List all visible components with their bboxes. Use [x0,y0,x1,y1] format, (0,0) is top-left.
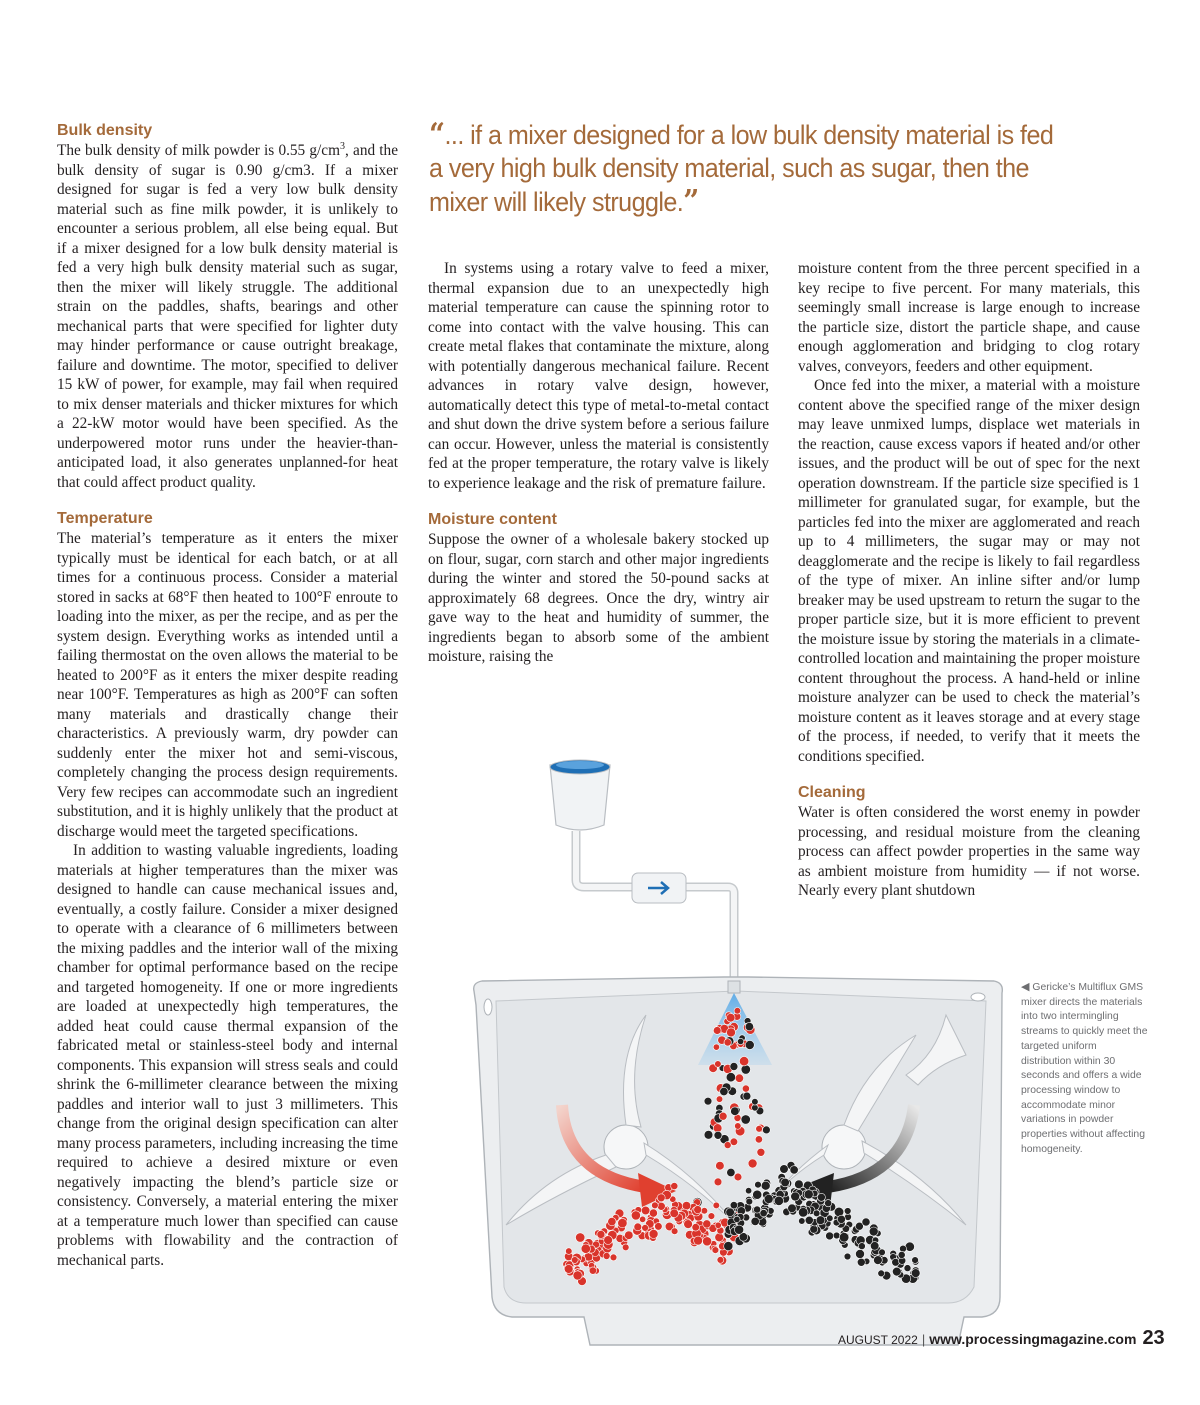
particle [799,1218,806,1225]
mixer-illustration [466,755,1016,1355]
particle [825,1200,832,1207]
bulk-text-post: , and the bulk density of sugar is 0.90 g/cm3. If a mixer designed for sugar is fed a very low bulk density material such as fine milk powder, it is unlikely to encounter a serious problem, all else being equal. But if a mixer designed for a low bulk density material is fed a very high bulk density material such as sugar, then the mixer will likely struggle. The additional strain on the paddles, shafts, bearings and other mechanical parts that were specified for lighter duty may hinder performance or cause outright breakage, failure and downtime. The motor, specified to deliver 15 kW of power, for example, may fail when required to mix denser materials and thicker mixtures for which a 22-kW motor would have been specified. As the underpowered motor runs under the heavier-than-anticipated load, it also generates unplanned-for heat that could affect product quality. [57,142,399,491]
particle [780,1165,789,1174]
particle [564,1265,573,1274]
particle [694,1236,703,1245]
supply-bucket [550,760,610,830]
particle [741,1065,750,1074]
particle [833,1232,840,1239]
particle [870,1242,879,1251]
particle [911,1269,920,1278]
particle [703,1220,711,1228]
particle [805,1216,813,1224]
particle [682,1201,691,1210]
particle [726,1013,735,1022]
particle [671,1228,678,1235]
cleaning-paragraph: Water is often considered the worst enemy in powder processing, and residual moisture from the cleaning process can affect powder properties in the same way as ambient moisture from humidity — if not worse. Nearly every plant shutdown [798,804,1140,899]
particle [610,1254,617,1261]
particle [737,1038,743,1044]
particle [642,1225,649,1232]
particle [727,1168,735,1176]
bulk-density-paragraph [57,141,398,492]
particle [856,1250,865,1259]
particle [641,1206,650,1215]
particle [618,1218,627,1227]
particle [671,1183,678,1190]
caption-text: Gericke’s Multiflux GMS mixer directs the materials into two intermingling streams to quickly meet the targeted uniform distribution within 30 seconds and offers a wide processing window to accommodate minor variations in powder properties without affecting homogeneity. [1021,982,1148,1155]
particle [719,1112,727,1120]
particle [731,1107,740,1116]
particle [826,1232,834,1240]
open-quote-mark: “ [429,117,445,152]
particle [912,1257,919,1264]
particle [754,1206,761,1213]
particle [670,1209,679,1218]
particle [727,1028,736,1037]
particle [735,1123,742,1130]
particle [804,1190,813,1199]
particle [774,1196,783,1205]
particle [734,1173,742,1181]
particle [788,1204,797,1213]
particle [748,1159,757,1168]
particle [755,1181,762,1188]
particle [657,1202,665,1210]
particle [597,1230,605,1238]
particle [742,1085,749,1092]
particle [735,1074,743,1082]
particle [726,1208,735,1217]
flow-valve [632,873,686,903]
particle [879,1249,886,1256]
particle [573,1271,582,1280]
issue-date: AUGUST 2022 [838,1333,918,1347]
particle [745,1188,751,1194]
particle [752,1099,759,1106]
bulk-text-pre: The bulk density of milk powder is 0.55 g/cm [57,142,340,159]
particle [694,1206,702,1214]
particle [753,1190,762,1199]
particle [724,1242,733,1251]
particle [862,1218,870,1226]
particle [604,1236,613,1245]
heading-cleaning: Cleaning [798,784,866,801]
particle [608,1217,616,1225]
page-number: 23 [1142,1327,1165,1349]
particle [652,1202,659,1209]
feed-pipe [576,831,734,985]
particle [757,1148,765,1156]
particle [704,1097,712,1105]
particle [716,1096,723,1103]
particle [714,1178,722,1186]
temperature-paragraph-2: In addition to wasting valuable ingredients, loading materials at higher temperatures than the mixer was designed to handle can cause mechanical issues and, eventually, a costly failure. Consider a mixer designed to operate with a clearance of 6 millimeters between the mixing paddles and the interior wall of the mixing chamber for optimal performance based on the recipe and targeted homogeneity. If one or more ingredients are loaded at unexpectedly high temperatures, the added heat could cause thermal expansion of the fabricated metal or stainless-steel body and internal components. This expansion will stress seals and could shrink the 6-millimeter clearance between the mixing paddles and interior wall to just 3 millimeters. This change from the original design specification can alter many process parameters, including increasing the time required to achieve a desired mixture or even negatively impacting the blend’s particle size or consistency. Conversely, a material entering the mixer at a temperature much lower than specified can cause problems with flowability and the contraction of mechanical parts. [57,842,398,1269]
column-1 [57,121,398,1270]
particle [756,1125,763,1132]
particle [741,1115,750,1124]
rotary-valve-paragraph: In systems using a rotary valve to feed a mixer, thermal expansion due to an unexpectedly high material temperature can cause the spinning rotor to come into contact with the valve housing. This can create metal flakes that contaminate the mixture, along with potentially dangerous mechanical failure. Recent advances in rotary valve design, however, automatically detect this type of metal-to-metal contact and shut down the drive system before a serious failure can occur. However, unless the material is consistently fed at the proper temperature, the rotary valve is likely to experience leakage and the risk of premature failure. [428,260,769,492]
superscript: 3 [340,140,345,152]
moisture-paragraph-1: Suppose the owner of a wholesale bakery stocked up on flour, sugar, corn starch and other major ingredients during the winter and stored the 50-pound sacks at approximately 68 degrees. Once the dry, wintry air gave way to the heat and humidity of summer, the ingredients began to absorb some of the ambient moisture, raising the [428,531,769,665]
particle [763,1126,771,1134]
figure-caption [1021,980,1149,1157]
particle [649,1230,658,1239]
particle [734,1008,741,1015]
page-footer [838,1327,1165,1350]
particle [746,1198,753,1205]
particle [827,1215,834,1222]
particle [622,1244,629,1251]
particle [715,1222,721,1228]
particle [858,1243,865,1250]
particle [791,1192,800,1201]
particle [837,1215,845,1223]
heading-temperature: Temperature [57,510,153,527]
website-url: www.processingmagazine.com [929,1331,1137,1347]
particle [817,1193,825,1201]
particle [755,1136,762,1143]
particle [844,1253,851,1260]
particle [839,1233,849,1243]
particle [715,1233,724,1242]
particle [724,1142,731,1149]
moisture-paragraph-3: Once fed into the mixer, a material with a moisture content above the specified range of the mixer design may leave unmixed lumps, displace wet materials in the reaction, cause excess vapors if heated and/or other issues, and the product will be out of spec for the next operation downstream. If the particle size specified is 1 millimeter for granulated sugar, for example, but the particles fed into the mixer are agglomerated and reach up to 4 millimeters, the sugar may or may not deagglomerate and the recipe is likely to fail regardless of the type of mixer. An inline sifter and/or lump breaker may be used upstream to return the sugar to the proper particle size, but it is more efficient to prevent the moisture issue by storing the materials in a climate-controlled location and maintaining the proper moisture content throughout the process. A hand-held or inline moisture analyzer can be used to check the material’s moisture content as it leaves storage and at every stage of the process, if needed, to verify that it meets the conditions specified. [798,377,1140,765]
moisture-paragraph-2: moisture content from the three percent specified in a key recipe to five percent. For many materials, this seemingly small increase is large enough to increase the particle size, distort the particle shape, and cause enough agglomeration and bridging to clog rotary valves, conveyors, feeders and other equipment. [798,260,1140,375]
particle [734,1216,740,1222]
caption-marker: ◀ [1021,981,1030,993]
particle [844,1208,851,1215]
particle [813,1210,820,1217]
heading-bulk-density: Bulk density [57,122,153,139]
particle [717,1257,724,1264]
pull-quote-text: ... if a mixer designed for a low bulk density material is fed a very high bulk density material, such as sugar, then the mixer will likely struggle. [429,120,1054,217]
particle [892,1267,901,1276]
pull-quote [429,118,1061,219]
particle [589,1267,596,1274]
particle [649,1209,657,1217]
particle [781,1178,790,1187]
particle [716,1161,725,1170]
particle [761,1181,770,1190]
particle [701,1208,708,1215]
particle [576,1233,585,1242]
particle [878,1270,885,1277]
particle [745,1041,754,1050]
particle [713,1044,719,1050]
particle [713,1027,721,1035]
particle [726,1073,735,1082]
particle [810,1225,818,1233]
particle [708,1213,715,1220]
particle [704,1130,713,1139]
particle [703,1237,712,1246]
particle [655,1223,663,1231]
particle [745,1022,753,1030]
particle [684,1220,693,1229]
close-quote-mark: ” [683,184,699,219]
heading-moisture-content: Moisture content [428,511,557,528]
particle [581,1244,590,1253]
particle [657,1194,665,1202]
particle [571,1257,578,1264]
particle [735,1225,744,1234]
particle [603,1253,610,1260]
particle [625,1231,634,1240]
particle [798,1208,808,1218]
particle [715,1061,722,1068]
particle [904,1265,911,1272]
temperature-paragraph-1: The material’s temperature as it enters the mixer typically must be identical for each batch, or at all times for a continuous process. Consider a material stored in sacks at 68°F then heated to 100°F enroute to loading into the mixer, as per the recipe, and as per the system design. Everything works as intended until a failing thermostat on the oven allows the material to be heated to 200°F as it enters the mixer despite reading near 100°F. Temperatures as high as 200°F can soften many materials and drastically change their characteristics. A previously warm, dry powder can suddenly enter the mixer hot and semi-viscous, completely changing the process design requirements. Very few recipes can accommodate such an ingredient substitution, and it is highly unlikely that the product at discharge would meet the targeted specifications. [57,530,398,840]
particle [760,1209,767,1216]
particle [631,1211,640,1220]
particle [712,1247,719,1254]
particle [790,1166,798,1174]
particle [634,1223,642,1231]
particle [816,1216,825,1225]
particle [743,1092,751,1100]
particle [724,1039,731,1046]
column-2 [428,259,769,667]
particle [857,1258,865,1266]
particle [869,1227,878,1236]
particle [764,1195,773,1204]
particle [692,1224,700,1232]
footer-separator: | [921,1332,926,1347]
particle [900,1245,907,1252]
particle [714,1131,722,1139]
particle [730,1202,737,1209]
particle [874,1256,883,1265]
particle [751,1217,759,1225]
particle [739,1057,748,1066]
particle [713,1202,720,1209]
particle [720,1087,728,1095]
particle [566,1248,573,1255]
particle [898,1251,905,1258]
particle [730,1063,738,1071]
